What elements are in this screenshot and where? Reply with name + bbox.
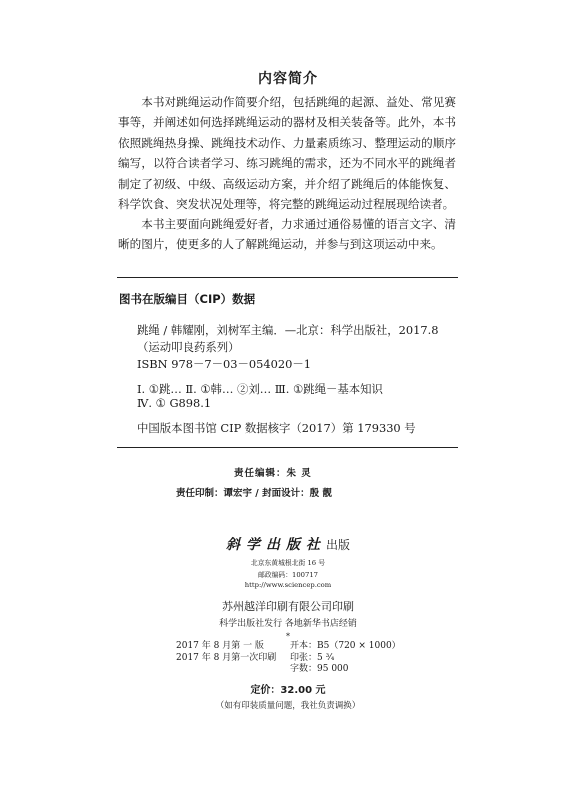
publisher-name-suffix: 出版 [325, 538, 350, 552]
publisher-address: 北京东黄城根北街 16 号 [250, 559, 326, 567]
star-separator: * [286, 632, 290, 641]
summary-paragraph-1: 本书对跳绳运动作简要介绍，包括跳绳的起源、益处、常见赛事等，并阐述如何选择跳绳运动的器材及相关装备等。此外，本书依照跳绳热身操、跳绳技术动作、力量素质练习、整理运动的顺序编写，以符合读者学习、练习跳绳的需求，还为不同水平的跳绳者制定了初级、中级、高级运动方案，并介绍了跳绳后的体能恢复、科学饮食、突发状况处理等，将完整的跳绳运动过程展现给读者。 [118, 95, 456, 212]
edition-info [176, 641, 401, 676]
edition-spacer [176, 664, 290, 676]
cip-class-line: Ⅳ. ① G898.1 [137, 396, 212, 410]
cip-title-line: 跳绳 / 韩耀刚，刘树军主编．—北京：科学出版社，2017.8 [137, 323, 439, 337]
book-format: 开本：B5（720 × 1000） [290, 641, 401, 651]
cip-isbn-line: ISBN 978－7－03－054020－1 [137, 357, 312, 371]
quality-notice: （如有印装质量问题，我社负责调换） [215, 701, 361, 711]
first-printing: 2017 年 8 月第一次印刷 [176, 652, 277, 663]
print-sheets: 印张：5 ³⁄₄ [290, 652, 335, 663]
responsible-editor: 责任编辑：朱 灵 [234, 468, 312, 479]
publisher-website: http://www.sciencep.com [244, 581, 332, 589]
summary-paragraph-2: 本书主要面向跳绳爱好者，力求通过通俗易懂的语言文字、清晰的图片，使更多的人了解跳绳运动，并参与到这项运动中来。 [118, 217, 456, 252]
word-count: 字数：95 000 [290, 664, 349, 674]
cip-subject-line: Ⅰ. ①跳… Ⅱ. ①韩… ②刘… Ⅲ. ①跳绳－基本知识 [137, 382, 383, 396]
divider-top [117, 277, 458, 278]
publisher-calligraphy-name: 斜学出版社 [225, 537, 326, 553]
publisher-name [0, 534, 576, 554]
printer: 苏州越洋印刷有限公司印刷 [222, 600, 354, 613]
cip-number-line: 中国版本图书馆 CIP 数据核字（2017）第 179330 号 [137, 421, 416, 435]
printing-and-cover-design: 责任印制：谭宏宇 / 封面设计：殷 靓 [176, 488, 332, 499]
divider-bottom [117, 447, 458, 448]
cip-series-line: （运动叩良药系列） [137, 340, 240, 354]
publisher-postcode: 邮政编码：100717 [258, 571, 318, 579]
cip-heading: 图书在版编目（CIP）数据 [119, 292, 256, 306]
price: 定价：32.00 元 [250, 685, 326, 696]
first-edition: 2017 年 8 月第 一 版 [176, 641, 264, 651]
summary-title: 内容简介 [258, 71, 318, 87]
distribution: 科学出版社发行 各地新华书店经销 [219, 619, 357, 629]
